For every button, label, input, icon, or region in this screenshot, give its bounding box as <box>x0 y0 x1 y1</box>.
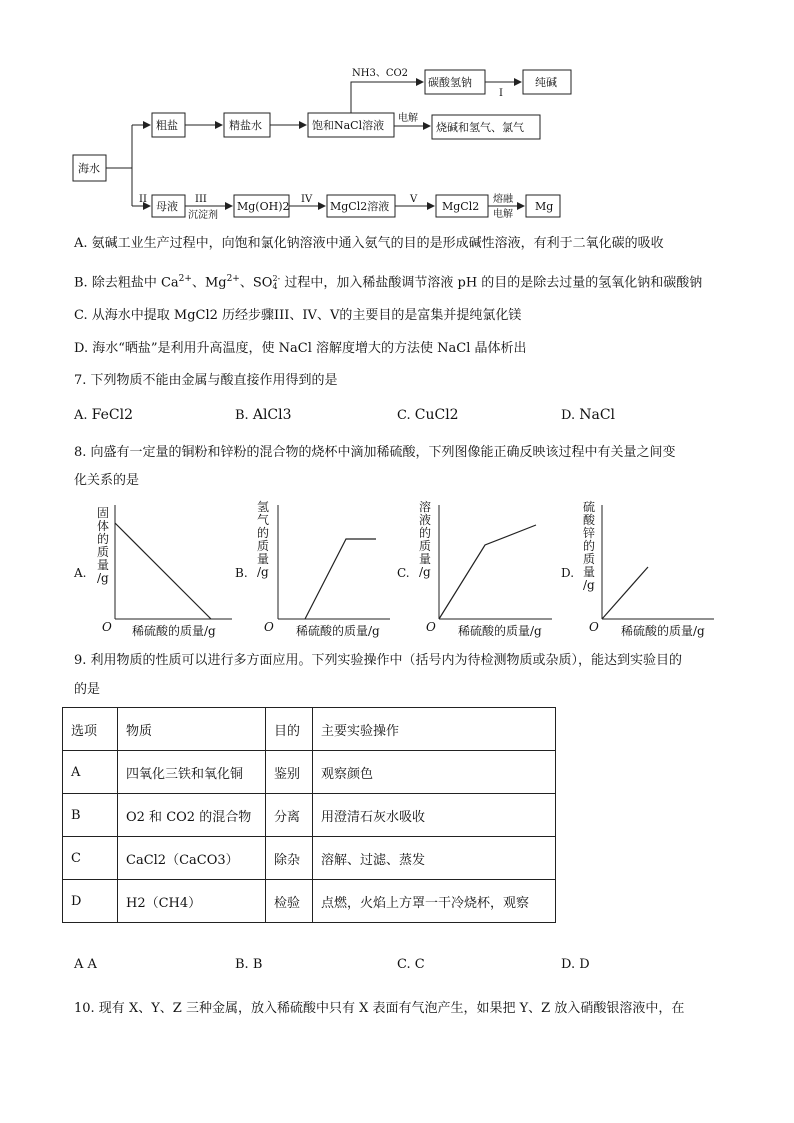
graph-d-origin: O <box>589 620 599 634</box>
table-cell: 检验 <box>266 880 313 923</box>
table-row <box>63 794 556 837</box>
label-step-i: I <box>499 88 503 99</box>
table-cell: 鉴别 <box>266 751 313 794</box>
label-nahco3: 碳酸氢钠 <box>428 76 472 89</box>
table-cell: 分离 <box>266 794 313 837</box>
label-refined-brine: 精盐水 <box>229 119 262 132</box>
label-mgoh2: Mg(OH)2 <box>237 200 290 213</box>
label-products: 烧碱和氢气、氯气 <box>436 121 524 134</box>
label-nh3-co2: NH3、CO2 <box>352 68 409 79</box>
label-step-ii: II <box>139 194 147 205</box>
label-mgcl2: MgCl2 <box>442 200 480 213</box>
label-soda-ash: 纯碱 <box>535 76 557 89</box>
graph-b-ylabel: 氢气的质量/g <box>257 500 270 579</box>
label-step-iv: IV <box>301 194 313 205</box>
q9-stem-line2: 的是 <box>74 682 101 697</box>
table-cell: C <box>63 837 118 880</box>
q6-option-a: A. 氨碱工业生产过程中，向饱和氯化钠溶液中通入氨气的目的是形成碱性溶液，有利于二氧化碳的吸收 <box>74 236 664 251</box>
table-cell: D <box>63 880 118 923</box>
table-cell: 点燃，火焰上方罩一干冷烧杯，观察 <box>313 880 556 923</box>
graph-a-xlabel: 稀硫酸的质量/g <box>132 624 216 638</box>
label-mgcl2-sol: MgCl2溶液 <box>330 200 390 213</box>
label-step-v: V <box>410 194 418 205</box>
table-header-cell: 物质 <box>118 708 266 751</box>
label-step-iii: III <box>195 194 207 205</box>
q7-option-a: A. FeCl2 <box>74 407 134 423</box>
table-cell: B <box>63 794 118 837</box>
q8-stem-line1: 8. 向盛有一定量的铜粉和锌粉的混合物的烧杯中滴加稀硫酸，下列图像能正确反映该过程中有关量之间变 <box>74 445 676 460</box>
graph-a <box>73 505 232 638</box>
table-cell: 除杂 <box>266 837 313 880</box>
graph-b-origin: O <box>264 620 274 634</box>
table-header-cell: 主要实验操作 <box>313 708 556 751</box>
label-seawater: 海水 <box>78 162 100 175</box>
label-crude-salt: 粗盐 <box>156 119 178 132</box>
q6-option-c: C. 从海水中提取 MgCl2 历经步骤III、IV、V的主要目的是富集并提纯氯化镁 <box>74 308 522 323</box>
graph-c-ylabel: 溶液的质量/g <box>419 500 432 579</box>
graph-b-label: B. <box>235 566 248 580</box>
graph-d-ylabel: 硫酸锌的质量/g <box>583 500 596 592</box>
graph-c-origin: O <box>426 620 436 634</box>
graph-b-line <box>305 539 376 619</box>
label-sat-nacl: 饱和NaCl溶液 <box>312 119 385 132</box>
table-cell: 四氧化三铁和氧化铜 <box>118 751 266 794</box>
label-mother-liquor: 母液 <box>156 200 178 213</box>
graph-d-xlabel: 稀硫酸的质量/g <box>621 624 705 638</box>
q9-option-c: C. C <box>397 957 425 972</box>
graph-d-label: D. <box>561 566 575 580</box>
q6-option-b: B. 除去粗盐中 $Ca^{2+}$、$Mg^{2+}$、SO2- 4 过程中，加入稀盐酸调节溶液 pH 的目的是除去过量的氢氧化钠和碳酸钠 <box>74 273 703 291</box>
table-header-row <box>63 708 556 751</box>
q9-option-b: B. B <box>235 957 263 972</box>
table-row <box>63 837 556 880</box>
table-cell: 观察颜色 <box>313 751 556 794</box>
table-row <box>63 880 556 923</box>
label-electrolysis-2: 电解 <box>493 209 513 220</box>
graph-c-label: C. <box>397 566 410 580</box>
q6-option-d: D. 海水“晒盐”是利用升高温度，使 NaCl 溶解度增大的方法使 NaCl 晶体析出 <box>74 341 527 356</box>
label-molten: 熔融 <box>493 194 513 205</box>
table-cell: 溶解、过滤、蒸发 <box>313 837 556 880</box>
label-precipitant: 沉淀剂 <box>188 210 218 221</box>
q8-stem-line2: 化关系的是 <box>74 473 140 488</box>
graph-c-xlabel: 稀硫酸的质量/g <box>458 624 542 638</box>
table-cell: CaCl2（CaCO3） <box>118 837 266 880</box>
q7-stem: 7. 下列物质不能由金属与酸直接作用得到的是 <box>74 373 338 388</box>
graph-c <box>397 499 552 638</box>
q7-option-c: C. CuCl2 <box>397 407 459 423</box>
graph-d <box>561 499 714 638</box>
graph-b-xlabel: 稀硫酸的质量/g <box>296 624 380 638</box>
table-header-cell: 目的 <box>266 708 313 751</box>
q7-option-d: D. NaCl <box>561 407 616 423</box>
graph-d-line <box>602 567 648 619</box>
table-cell: H2（CH4） <box>118 880 266 923</box>
graph-a-ylabel: 固体的质量/g <box>97 506 110 585</box>
q7-option-b: B. AlCl3 <box>235 407 292 423</box>
graph-b <box>235 500 390 638</box>
graph-a-label: A. <box>74 566 87 580</box>
table-header-cell: 选项 <box>63 708 118 751</box>
q9-table <box>62 707 556 923</box>
table-row <box>63 751 556 794</box>
table-cell: O2 和 CO2 的混合物 <box>118 794 266 837</box>
table-cell: 用澄清石灰水吸收 <box>313 794 556 837</box>
q9-option-d: D. D <box>561 957 590 972</box>
label-mg: Mg <box>535 200 554 213</box>
graph-c-line <box>439 525 536 619</box>
graph-a-line <box>115 523 211 619</box>
q9-stem-line1: 9. 利用物质的性质可以进行多方面应用。下列实验操作中（括号内为待检测物质或杂质），能达到实验目的 <box>74 653 683 668</box>
graph-a-origin: O <box>102 620 112 634</box>
q10-stem: 10. 现有 X、Y、Z 三种金属，放入稀硫酸中只有 X 表面有气泡产生，如果把 Y、Z 放入硝酸银溶液中，在 <box>74 1001 685 1016</box>
seawater-process-diagram <box>0 0 794 225</box>
label-electrolysis: 电解 <box>398 113 418 124</box>
table-cell: A <box>63 751 118 794</box>
q9-option-a: A A <box>74 957 97 972</box>
q8-graphs <box>0 495 794 645</box>
